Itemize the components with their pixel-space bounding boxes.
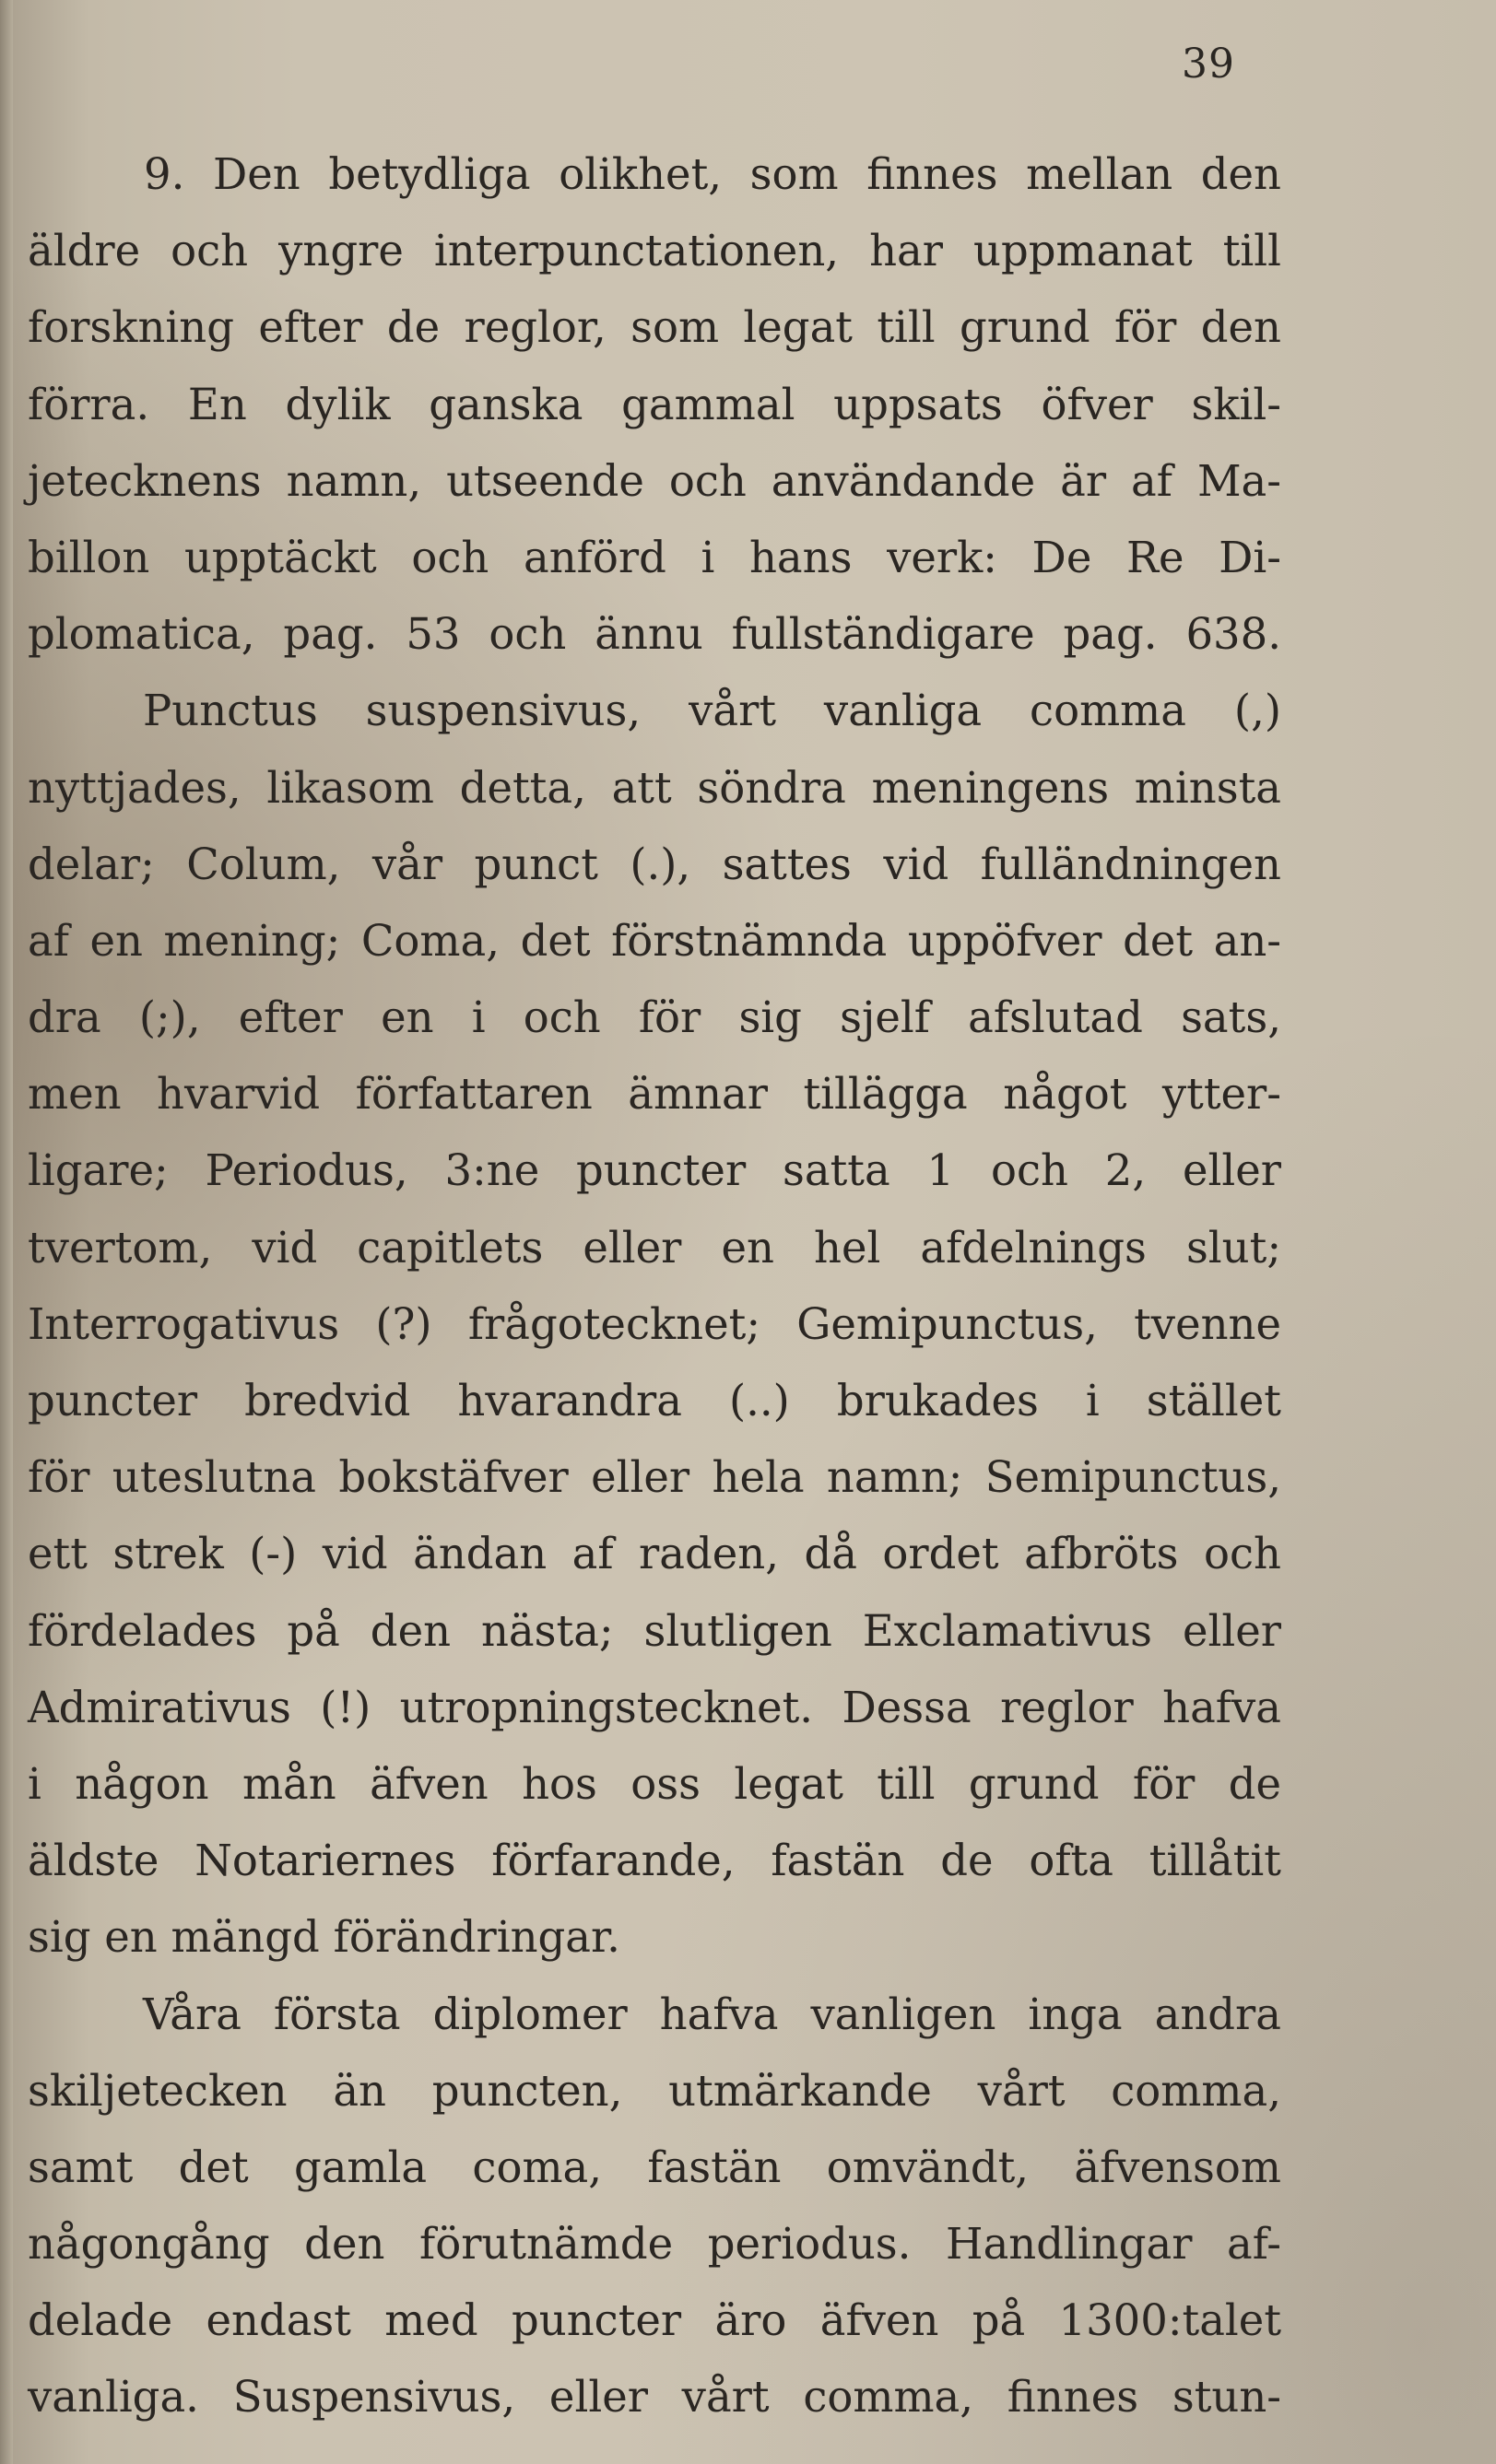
text-line: Punctus suspensivus, vårt vanliga comma (,): [143, 686, 1281, 736]
text-line: för uteslutna bokstäfver eller hela namn; Semipunctus,: [28, 1452, 1281, 1503]
text-line: vanliga. Suspensivus, eller vårt comma, finnes stun-: [28, 2372, 1281, 2423]
text-line: Admirativus (!) utropningstecknet. Dessa reglor hafva: [28, 1682, 1281, 1732]
text-line: ligare; Periodus, 3:ne puncter satta 1 och 2, eller: [28, 1145, 1281, 1196]
text-line: Våra första diplomer hafva vanligen inga andra: [143, 1989, 1281, 2039]
text-line: äldre och yngre interpunctationen, har uppmanat till: [28, 226, 1281, 276]
text-line: delar; Colum, vår punct (.), sattes vid fulländningen: [28, 839, 1281, 889]
text-line: forskning efter de reglor, som legat till grund för den: [28, 302, 1281, 353]
text-line: samt det gamla coma, fastän omvändt, äfvensom: [28, 2141, 1281, 2192]
text-line: förra. En dylik ganska gammal uppsats öfver skil-: [28, 379, 1281, 429]
text-line: äldste Notariernes förfarande, fastän de ofta tillåtit: [28, 1836, 1281, 1886]
text-line: dra (;), efter en i och för sig sjelf afslutad sats,: [28, 992, 1281, 1043]
text-line: skiljetecken än puncten, utmärkande vårt comma,: [28, 2065, 1281, 2116]
body-text: [28, 136, 1281, 2436]
text-line: ett strek (-) vid ändan af raden, då ordet afbröts och: [28, 1529, 1281, 1579]
text-line: jetecknens namn, utseende och användande är af Ma-: [28, 455, 1281, 506]
text-line: Interrogativus (?) frågotecknet; Gemipunctus, tvenne: [28, 1298, 1281, 1349]
page-number: 39: [1182, 41, 1235, 88]
text-line: sig en mängd förändringar.: [28, 1912, 620, 1963]
text-line: i någon mån äfven hos oss legat till grund för de: [28, 1758, 1281, 1809]
text-line: tvertom, vid capitlets eller en hel afdelnings slut;: [28, 1222, 1281, 1273]
text-line: fördelades på den nästa; slutligen Exclamativus eller: [28, 1605, 1281, 1656]
text-line: puncter bredvid hvarandra (..) brukades i stället: [28, 1376, 1281, 1426]
text-line: nyttjades, likasom detta, att söndra meningens minsta: [28, 762, 1281, 813]
text-line: någongång den förutnämde periodus. Handlingar af-: [28, 2219, 1281, 2270]
page-edge: [0, 0, 13, 2464]
text-line: delade endast med puncter äro äfven på 1300:talet: [28, 2295, 1281, 2346]
text-line: plomatica, pag. 53 och ännu fullständigare pag. 638.: [28, 609, 1281, 660]
text-line: 9. Den betydliga olikhet, som finnes mellan den: [144, 149, 1281, 199]
text-line: billon upptäckt och anförd i hans verk: De Re Di-: [28, 532, 1281, 582]
text-line: af en mening; Coma, det förstnämnda uppöfver det an-: [28, 915, 1281, 966]
text-line: men hvarvid författaren ämnar tillägga något ytter-: [28, 1069, 1281, 1120]
